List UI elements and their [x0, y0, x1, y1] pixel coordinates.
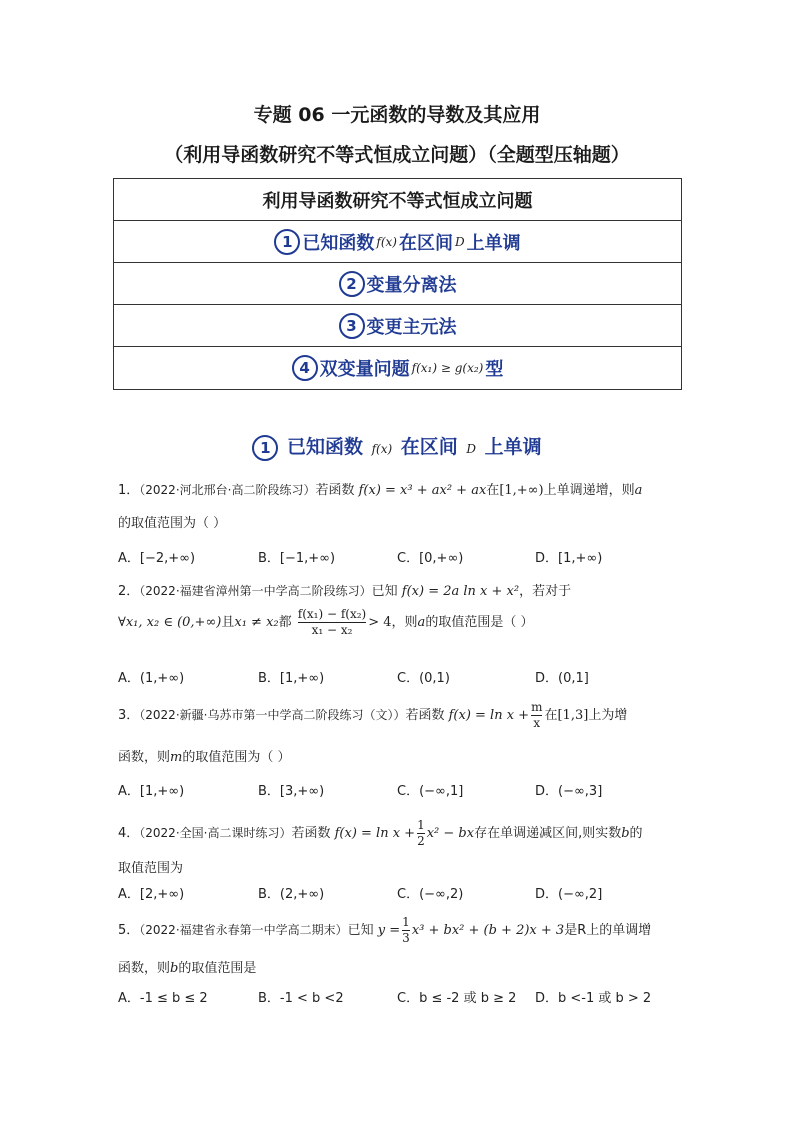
question-text: 已知 [371, 584, 398, 599]
topic-item-text: 双变量问题 [319, 359, 410, 380]
question-number: 5． [118, 923, 140, 938]
math-expression: f(x) = 2a ln x + x² [401, 584, 520, 599]
topic-item-text: 变量分离法 [366, 274, 457, 296]
question-text: 的取值范围为（ ） [182, 750, 291, 765]
topic-item-1[interactable] [114, 221, 681, 263]
option-a[interactable]: A．[−2,+∞) [118, 551, 196, 566]
option-c[interactable]: C．b ≤ -2 或 b ≥ 2 [397, 991, 517, 1006]
option-c[interactable]: C．[0,+∞) [397, 551, 464, 566]
topic-item-text: 变更主元法 [366, 316, 457, 338]
question-2-continued [118, 607, 533, 638]
section-heading-text: 已知函数 [286, 436, 363, 458]
option-c[interactable]: C．(−∞,1] [397, 784, 464, 799]
question-source: （2022·河北邢台·高二阶段练习） [139, 483, 316, 497]
math-expression: b [621, 826, 630, 841]
section-heading-text: 在区间 [400, 436, 458, 458]
fraction [298, 607, 366, 638]
topic-item-2[interactable] [114, 263, 681, 305]
option-d[interactable]: D．(0,1] [535, 671, 589, 686]
fraction [531, 700, 542, 731]
question-text: 且 [221, 615, 235, 630]
question-text: 的 [629, 826, 643, 841]
question-text: 的取值范围是（ ） [425, 615, 534, 630]
math-expression: f(x₁) ≥ g(x₂) [411, 361, 484, 375]
option-c[interactable]: C．(−∞,2) [397, 887, 464, 902]
fraction-denominator: x₁ − x₂ [298, 622, 366, 638]
option-d[interactable]: D．(−∞,3] [535, 784, 603, 799]
question-text: 上单调递增，则 [543, 483, 635, 498]
fraction-denominator: x [531, 715, 542, 731]
option-b[interactable]: B．(2,+∞) [258, 887, 325, 902]
section-heading-text: 上单调 [484, 436, 542, 458]
question-source: （2022·福建省永春第一中学高二期末） [139, 923, 348, 937]
math-expression: [1,+∞) [499, 483, 544, 498]
math-expression: a [417, 615, 426, 630]
math-expression: ∀x₁, x₂ ∈ (0,+∞) [118, 615, 222, 630]
question-number: 4． [118, 826, 140, 841]
question-text: 是R上的单调增 [564, 923, 652, 938]
page-title: 专题 06 一元函数的导数及其应用 [253, 104, 541, 126]
topic-item-3[interactable] [114, 305, 681, 347]
topic-item-text: 在区间 [398, 232, 453, 254]
question-1 [118, 479, 642, 498]
math-expression: > 4 [368, 615, 392, 630]
option-b[interactable]: B．[1,+∞) [258, 671, 325, 686]
option-b[interactable]: B．[3,+∞) [258, 784, 325, 799]
option-a[interactable]: A．[2,+∞) [118, 887, 185, 902]
circled-number-2: 2 [339, 271, 365, 297]
question-text: 若函数 [291, 826, 331, 841]
option-d[interactable]: D．(−∞,2] [535, 887, 603, 902]
question-5 [118, 915, 651, 946]
circled-number-1: 1 [252, 435, 278, 461]
question-text: 若函数 [315, 483, 355, 498]
question-number: 3． [118, 708, 140, 723]
math-expression: D [454, 234, 465, 249]
question-4 [118, 818, 643, 849]
question-text: 在 [486, 483, 500, 498]
option-a[interactable]: A．-1 ≤ b ≤ 2 [118, 991, 208, 1006]
fraction [402, 915, 410, 946]
fraction-numerator: 1 [402, 915, 410, 929]
question-number: 2． [118, 584, 140, 599]
option-b[interactable]: B．-1 < b <2 [258, 991, 344, 1006]
question-2 [118, 580, 571, 599]
question-number: 1． [118, 483, 140, 498]
question-text: 上为增 [588, 708, 628, 723]
math-expression: y = [377, 923, 401, 938]
math-expression: [1,3] [557, 708, 589, 723]
topic-item-4[interactable] [114, 347, 681, 389]
fraction-denominator: 2 [417, 834, 425, 848]
question-text: 若函数 [405, 708, 445, 723]
topic-table-header: 利用导函数研究不等式恒成立问题 [114, 179, 681, 221]
fraction-numerator: 1 [417, 818, 425, 832]
question-source: （2022·全国·高二课时练习） [139, 826, 292, 840]
circled-number-3: 3 [339, 313, 365, 339]
fraction-denominator: 3 [402, 931, 410, 945]
question-text: ，若对于 [519, 584, 572, 599]
circled-number-4: 4 [292, 355, 318, 381]
question-1-continued: 的取值范围为（ ） [118, 516, 227, 531]
question-source: （2022·福建省漳州第一中学高二阶段练习） [139, 584, 372, 598]
fraction-numerator: m [531, 700, 543, 714]
math-expression: f(x) = ln x + [448, 708, 530, 723]
option-b[interactable]: B．[−1,+∞) [258, 551, 336, 566]
math-expression: a [634, 483, 643, 498]
math-expression: f(x) = ln x + [334, 826, 416, 841]
question-text: 已知 [347, 923, 374, 938]
fraction [417, 818, 425, 849]
math-expression: f(x) [371, 442, 393, 456]
question-source: （2022·新疆·乌苏市第一中学高二阶段练习（文）） [139, 708, 406, 722]
option-c[interactable]: C．(0,1) [397, 671, 450, 686]
topic-table [113, 178, 682, 390]
math-expression: b [170, 961, 179, 976]
question-text: 函数，则 [118, 961, 171, 976]
page-subtitle: （利用导函数研究不等式恒成立问题）（全题型压轴题） [164, 144, 630, 166]
question-4-continued: 取值范围为 [118, 861, 184, 876]
question-text: 在 [544, 708, 558, 723]
question-3 [118, 700, 627, 731]
question-text: ，则 [391, 615, 418, 630]
topic-item-text: 型 [485, 359, 504, 380]
math-expression: x³ + bx² + (b + 2)x + 3 [411, 923, 565, 938]
section-heading [0, 432, 794, 461]
question-3-continued [118, 746, 290, 765]
question-text: 函数，则 [118, 750, 171, 765]
math-expression: f(x) = x³ + ax² + ax [358, 483, 487, 498]
option-a[interactable]: A．(1,+∞) [118, 671, 185, 686]
question-5-continued [118, 957, 256, 976]
math-expression: f(x) [376, 234, 397, 249]
question-text: 都 [278, 615, 292, 630]
math-expression: m [170, 750, 183, 765]
math-expression: D [466, 442, 477, 456]
math-expression: x₁ ≠ x₂ [234, 615, 279, 630]
question-text: 的取值范围是 [178, 961, 257, 976]
math-expression: x² − bx [426, 826, 475, 841]
fraction-numerator: f(x₁) − f(x₂) [297, 607, 367, 621]
question-text: 存在单调递减区间,则实数 [474, 826, 622, 841]
circled-number-1: 1 [274, 229, 300, 255]
topic-item-text: 已知函数 [302, 232, 375, 254]
option-d[interactable]: D．b <-1 或 b > 2 [535, 991, 652, 1006]
option-d[interactable]: D．[1,+∞) [535, 551, 603, 566]
topic-item-text: 上单调 [466, 232, 521, 254]
option-a[interactable]: A．[1,+∞) [118, 784, 185, 799]
